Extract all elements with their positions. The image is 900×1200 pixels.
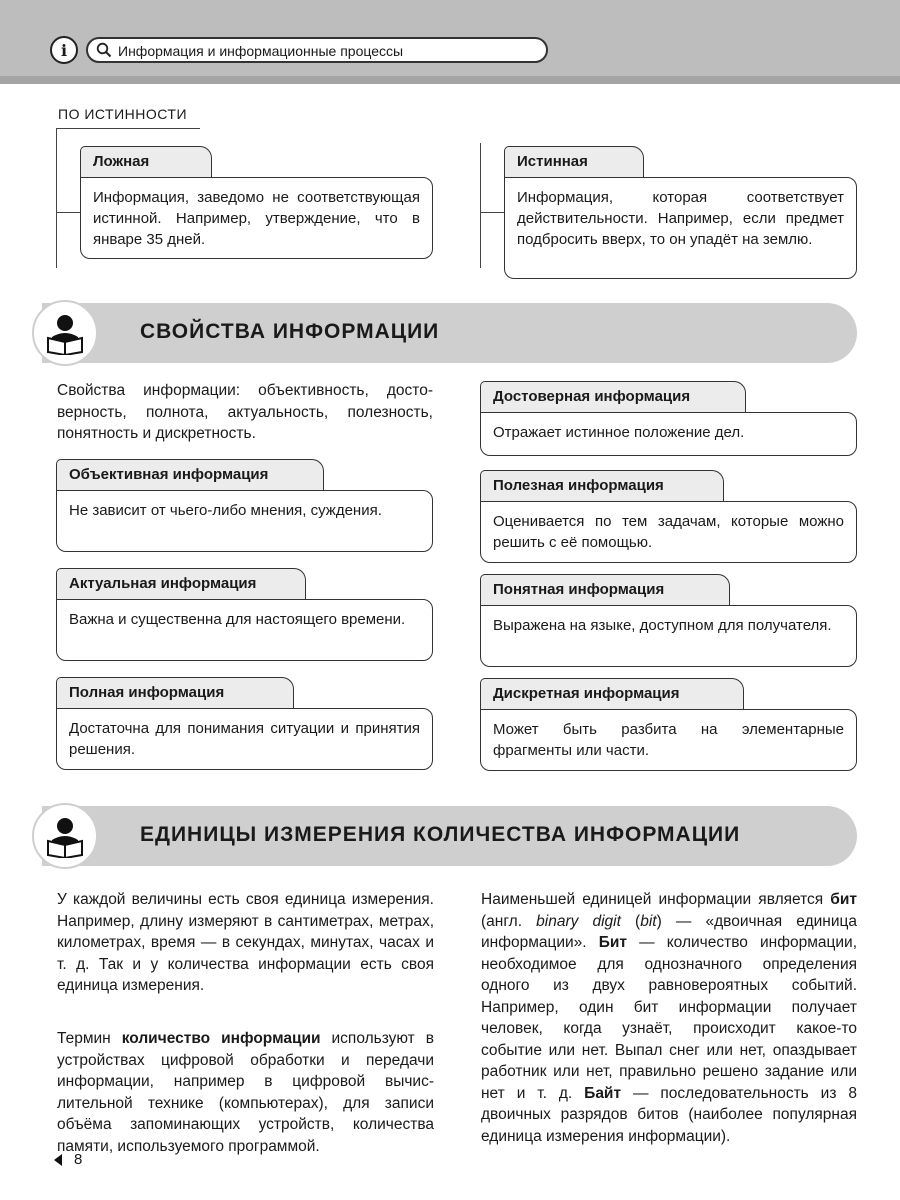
- search-bar[interactable]: [86, 37, 548, 63]
- discrete-info-box: Может быть разбита на элементарные фрагменты или части.: [480, 709, 857, 771]
- reader-icon: [43, 311, 87, 355]
- search-text: Информация и информационные процессы: [118, 43, 404, 59]
- term-bit: бит: [830, 891, 857, 908]
- discrete-info-tab: Дискретная информация: [480, 678, 744, 710]
- reader-icon-circle: [32, 803, 98, 869]
- text-run: (: [620, 912, 641, 930]
- connector-tick-right: [480, 212, 504, 213]
- reliable-info-box: Отражает истинное положение дел.: [480, 412, 857, 456]
- units-left-paragraph-1: У каждой величины есть своя единица измерения. Например, длину измеряют в сантиметрах, метрах, километрах, время — в секундах, минутах, часах и т. д. Так и у количества информации есть своя единица измерения.: [57, 891, 434, 994]
- full-info-tab: Полная информация: [56, 677, 294, 709]
- term-byte: Байт: [584, 1084, 622, 1102]
- units-right-paragraph: [481, 889, 857, 1147]
- false-info-tab: Ложная: [80, 146, 212, 178]
- actual-info-tab: Актуальная информация: [56, 568, 306, 600]
- text-run: — количество информации, необходимое для однозначного определения одного из двух равновероятных событий. Например, один бит информации получает человек, когда узнаёт, происходит какое-то событие или нет. Выпал снег или нет, опаздывает работник или нет, правильно решено задание или нет и т. д.: [481, 934, 857, 1102]
- full-info-box: Достаточна для понимания ситуации и принятия решения.: [56, 708, 433, 770]
- search-icon: [96, 42, 112, 58]
- actual-info-box: Важна и существенна для настоящего времени.: [56, 599, 433, 661]
- properties-banner: [42, 303, 857, 363]
- properties-intro: Свойства информации: объективность, достоверность, полнота, актуальность, полезность, понятность и дискретность.: [57, 382, 433, 442]
- text-run: Наименьшей единицей информации является: [481, 891, 831, 908]
- objective-info-tab: Объективная информация: [56, 459, 324, 491]
- truth-section-label: ПО ИСТИННОСТИ: [58, 106, 188, 122]
- term-amount-of-information: количество информации: [121, 1030, 321, 1047]
- clear-info-box: Выражена на языке, доступном для получателя.: [480, 605, 857, 667]
- true-info-tab: Истинная: [504, 146, 644, 178]
- text-run: ) — «двоичная единица информации».: [481, 912, 857, 951]
- term-bit: Бит: [598, 934, 627, 951]
- reader-icon: [43, 814, 87, 858]
- term-bit-italic: bit: [640, 912, 657, 930]
- clear-info-tab: Понятная информация: [480, 574, 730, 606]
- page-footer: [54, 1151, 82, 1168]
- text-run: Термин: [57, 1030, 122, 1047]
- useful-info-tab: Полезная информация: [480, 470, 724, 502]
- reader-icon-circle: [32, 300, 98, 366]
- false-info-box: Информация, заведомо не соответствующая истинной. Например, утверждение, что в январе 35 дней.: [80, 177, 433, 259]
- objective-info-box: Не зависит от чьего-либо мнения, суждения.: [56, 490, 433, 552]
- text-run: (англ.: [481, 912, 537, 930]
- connector-line-right: [480, 143, 481, 268]
- properties-title: СВОЙСТВА ИНФОРМАЦИИ: [140, 320, 440, 343]
- header-band: [0, 76, 900, 84]
- reliable-info-tab: Достоверная информация: [480, 381, 746, 413]
- label-underline: [56, 128, 200, 129]
- useful-info-box: Оценивается по тем задачам, которые можно решить с её помощью.: [480, 501, 857, 563]
- info-icon[interactable]: [50, 36, 78, 64]
- true-info-box: Информация, которая соответствует действительности. Например, если предмет подбросить вверх, то он упадёт на землю.: [504, 177, 857, 279]
- info-icon-glyph: i: [60, 40, 68, 60]
- units-left-paragraph-2: [57, 1028, 434, 1157]
- units-title: ЕДИНИЦЫ ИЗМЕРЕНИЯ КОЛИЧЕСТВА ИНФОРМАЦИИ: [140, 823, 741, 846]
- units-banner: [42, 806, 857, 866]
- page-number: 8: [74, 1151, 83, 1168]
- connector-line-left: [56, 128, 57, 268]
- connector-tick-left: [56, 212, 80, 213]
- header-bar: [0, 0, 900, 84]
- page-arrow-icon: [54, 1154, 62, 1166]
- text-run: — последовательность из 8 двоичных разрядов битов (наиболее популярная единица измерения информации).: [481, 1084, 857, 1145]
- text-run: используют в устройствах цифровой обработки и передачи информации, например в цифровой вычислительной технике (компьютерах), для записи объёма запоминающих устройств, количества памяти, используемого программой.: [57, 1030, 434, 1155]
- term-binary-digit: binary digit: [536, 912, 621, 930]
